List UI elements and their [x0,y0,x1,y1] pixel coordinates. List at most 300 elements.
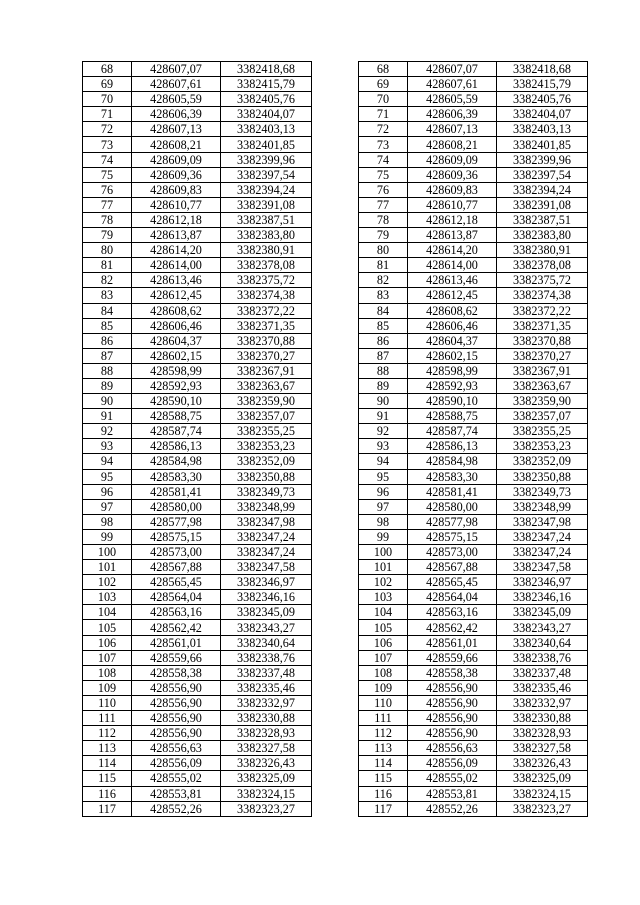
right-point-number-cell: 96 [359,484,408,499]
table-row [83,650,588,665]
left-x-coordinate-cell: 428565,45 [132,575,221,590]
table-row [83,439,588,454]
right-y-coordinate-cell: 3382349,73 [497,484,588,499]
left-point-number-cell: 101 [83,560,132,575]
left-x-coordinate-cell: 428590,10 [132,394,221,409]
table-row [83,167,588,182]
right-point-number-cell: 113 [359,741,408,756]
left-x-coordinate-cell: 428608,62 [132,303,221,318]
table-row [83,92,588,107]
left-x-coordinate-cell: 428609,09 [132,152,221,167]
left-x-coordinate-cell: 428561,01 [132,635,221,650]
column-gap [312,378,359,393]
right-y-coordinate-cell: 3382404,07 [497,107,588,122]
right-y-coordinate-cell: 3382401,85 [497,137,588,152]
right-point-number-cell: 73 [359,137,408,152]
right-point-number-cell: 94 [359,454,408,469]
right-x-coordinate-cell: 428607,13 [408,122,497,137]
column-gap [312,197,359,212]
right-y-coordinate-cell: 3382335,46 [497,680,588,695]
right-point-number-cell: 69 [359,77,408,92]
right-y-coordinate-cell: 3382367,91 [497,363,588,378]
left-point-number-cell: 99 [83,529,132,544]
table-row [83,378,588,393]
left-y-coordinate-cell: 3382324,15 [221,786,312,801]
table-row [83,711,588,726]
left-point-number-cell: 90 [83,394,132,409]
column-gap [312,665,359,680]
left-y-coordinate-cell: 3382346,16 [221,590,312,605]
left-point-number-cell: 106 [83,635,132,650]
left-point-number-cell: 104 [83,605,132,620]
left-point-number-cell: 86 [83,333,132,348]
left-x-coordinate-cell: 428613,87 [132,228,221,243]
table-row [83,394,588,409]
left-point-number-cell: 69 [83,77,132,92]
right-x-coordinate-cell: 428563,16 [408,605,497,620]
right-x-coordinate-cell: 428564,04 [408,590,497,605]
right-point-number-cell: 103 [359,590,408,605]
right-y-coordinate-cell: 3382323,27 [497,801,588,816]
right-x-coordinate-cell: 428606,39 [408,107,497,122]
left-y-coordinate-cell: 3382355,25 [221,424,312,439]
table-row [83,333,588,348]
table-row [83,545,588,560]
right-point-number-cell: 75 [359,167,408,182]
right-y-coordinate-cell: 3382330,88 [497,711,588,726]
left-y-coordinate-cell: 3382323,27 [221,801,312,816]
right-y-coordinate-cell: 3382375,72 [497,273,588,288]
table-row [83,62,588,77]
left-y-coordinate-cell: 3382397,54 [221,167,312,182]
right-y-coordinate-cell: 3382394,24 [497,182,588,197]
column-gap [312,771,359,786]
table-row [83,575,588,590]
left-x-coordinate-cell: 428577,98 [132,514,221,529]
left-y-coordinate-cell: 3382327,58 [221,741,312,756]
right-x-coordinate-cell: 428607,07 [408,62,497,77]
right-x-coordinate-cell: 428598,99 [408,363,497,378]
column-gap [312,77,359,92]
column-gap [312,514,359,529]
column-gap [312,228,359,243]
left-point-number-cell: 114 [83,756,132,771]
table-row [83,741,588,756]
right-y-coordinate-cell: 3382355,25 [497,424,588,439]
left-y-coordinate-cell: 3382367,91 [221,363,312,378]
left-y-coordinate-cell: 3382338,76 [221,650,312,665]
left-point-number-cell: 98 [83,514,132,529]
right-x-coordinate-cell: 428588,75 [408,409,497,424]
column-gap [312,711,359,726]
column-gap [312,635,359,650]
left-point-number-cell: 82 [83,273,132,288]
left-x-coordinate-cell: 428558,38 [132,665,221,680]
right-y-coordinate-cell: 3382387,51 [497,212,588,227]
left-x-coordinate-cell: 428556,90 [132,695,221,710]
right-x-coordinate-cell: 428562,42 [408,620,497,635]
right-point-number-cell: 87 [359,348,408,363]
table-row [83,318,588,333]
right-y-coordinate-cell: 3382357,07 [497,409,588,424]
column-gap [312,394,359,409]
left-point-number-cell: 75 [83,167,132,182]
left-x-coordinate-cell: 428607,61 [132,77,221,92]
right-x-coordinate-cell: 428556,09 [408,756,497,771]
table-row [83,228,588,243]
right-x-coordinate-cell: 428552,26 [408,801,497,816]
left-y-coordinate-cell: 3382378,08 [221,258,312,273]
right-x-coordinate-cell: 428613,46 [408,273,497,288]
table-row [83,635,588,650]
left-point-number-cell: 94 [83,454,132,469]
left-x-coordinate-cell: 428556,90 [132,726,221,741]
right-x-coordinate-cell: 428580,00 [408,499,497,514]
left-point-number-cell: 85 [83,318,132,333]
coordinates-table-body [83,62,588,817]
right-x-coordinate-cell: 428583,30 [408,469,497,484]
table-row [83,212,588,227]
left-x-coordinate-cell: 428583,30 [132,469,221,484]
right-point-number-cell: 74 [359,152,408,167]
right-y-coordinate-cell: 3382374,38 [497,288,588,303]
left-y-coordinate-cell: 3382370,27 [221,348,312,363]
right-point-number-cell: 98 [359,514,408,529]
right-x-coordinate-cell: 428614,20 [408,243,497,258]
left-point-number-cell: 93 [83,439,132,454]
right-x-coordinate-cell: 428608,21 [408,137,497,152]
right-point-number-cell: 68 [359,62,408,77]
right-x-coordinate-cell: 428608,62 [408,303,497,318]
left-point-number-cell: 68 [83,62,132,77]
right-y-coordinate-cell: 3382326,43 [497,756,588,771]
left-y-coordinate-cell: 3382335,46 [221,680,312,695]
right-point-number-cell: 105 [359,620,408,635]
left-x-coordinate-cell: 428556,09 [132,756,221,771]
right-point-number-cell: 102 [359,575,408,590]
left-point-number-cell: 112 [83,726,132,741]
right-x-coordinate-cell: 428602,15 [408,348,497,363]
right-x-coordinate-cell: 428609,83 [408,182,497,197]
left-point-number-cell: 108 [83,665,132,680]
left-y-coordinate-cell: 3382326,43 [221,756,312,771]
column-gap [312,590,359,605]
right-y-coordinate-cell: 3382343,27 [497,620,588,635]
right-y-coordinate-cell: 3382415,79 [497,77,588,92]
column-gap [312,273,359,288]
left-y-coordinate-cell: 3382347,58 [221,560,312,575]
right-y-coordinate-cell: 3382348,99 [497,499,588,514]
table-row [83,514,588,529]
left-point-number-cell: 76 [83,182,132,197]
table-row [83,786,588,801]
right-y-coordinate-cell: 3382327,58 [497,741,588,756]
left-x-coordinate-cell: 428562,42 [132,620,221,635]
column-gap [312,801,359,816]
column-gap [312,620,359,635]
left-y-coordinate-cell: 3382375,72 [221,273,312,288]
table-row [83,258,588,273]
left-x-coordinate-cell: 428587,74 [132,424,221,439]
column-gap [312,741,359,756]
right-point-number-cell: 111 [359,711,408,726]
left-x-coordinate-cell: 428556,90 [132,680,221,695]
right-point-number-cell: 108 [359,665,408,680]
column-gap [312,484,359,499]
table-row [83,409,588,424]
left-point-number-cell: 117 [83,801,132,816]
left-y-coordinate-cell: 3382346,97 [221,575,312,590]
right-point-number-cell: 106 [359,635,408,650]
right-point-number-cell: 114 [359,756,408,771]
left-x-coordinate-cell: 428612,45 [132,288,221,303]
left-y-coordinate-cell: 3382363,67 [221,378,312,393]
table-row [83,695,588,710]
left-point-number-cell: 100 [83,545,132,560]
table-row [83,348,588,363]
table-row [83,454,588,469]
column-gap [312,288,359,303]
right-x-coordinate-cell: 428573,00 [408,545,497,560]
right-x-coordinate-cell: 428606,46 [408,318,497,333]
left-point-number-cell: 89 [83,378,132,393]
left-x-coordinate-cell: 428556,90 [132,711,221,726]
column-gap [312,756,359,771]
right-point-number-cell: 117 [359,801,408,816]
table-row [83,499,588,514]
left-y-coordinate-cell: 3382352,09 [221,454,312,469]
right-point-number-cell: 91 [359,409,408,424]
right-point-number-cell: 86 [359,333,408,348]
left-x-coordinate-cell: 428604,37 [132,333,221,348]
column-gap [312,107,359,122]
right-y-coordinate-cell: 3382405,76 [497,92,588,107]
left-y-coordinate-cell: 3382418,68 [221,62,312,77]
right-point-number-cell: 115 [359,771,408,786]
left-x-coordinate-cell: 428607,07 [132,62,221,77]
left-x-coordinate-cell: 428588,75 [132,409,221,424]
right-x-coordinate-cell: 428575,15 [408,529,497,544]
left-x-coordinate-cell: 428581,41 [132,484,221,499]
right-point-number-cell: 88 [359,363,408,378]
right-y-coordinate-cell: 3382363,67 [497,378,588,393]
left-x-coordinate-cell: 428598,99 [132,363,221,378]
right-y-coordinate-cell: 3382370,88 [497,333,588,348]
column-gap [312,62,359,77]
table-row [83,288,588,303]
right-y-coordinate-cell: 3382352,09 [497,454,588,469]
column-gap [312,695,359,710]
right-x-coordinate-cell: 428586,13 [408,439,497,454]
left-point-number-cell: 79 [83,228,132,243]
right-y-coordinate-cell: 3382418,68 [497,62,588,77]
right-point-number-cell: 99 [359,529,408,544]
left-x-coordinate-cell: 428613,46 [132,273,221,288]
right-x-coordinate-cell: 428613,87 [408,228,497,243]
right-x-coordinate-cell: 428607,61 [408,77,497,92]
right-y-coordinate-cell: 3382347,98 [497,514,588,529]
table-row [83,590,588,605]
right-x-coordinate-cell: 428584,98 [408,454,497,469]
right-x-coordinate-cell: 428556,90 [408,695,497,710]
column-gap [312,137,359,152]
right-y-coordinate-cell: 3382359,90 [497,394,588,409]
right-x-coordinate-cell: 428556,90 [408,726,497,741]
column-gap [312,575,359,590]
left-point-number-cell: 77 [83,197,132,212]
right-y-coordinate-cell: 3382371,35 [497,318,588,333]
left-y-coordinate-cell: 3382325,09 [221,771,312,786]
left-y-coordinate-cell: 3382391,08 [221,197,312,212]
table-row [83,469,588,484]
left-y-coordinate-cell: 3382328,93 [221,726,312,741]
right-y-coordinate-cell: 3382340,64 [497,635,588,650]
right-x-coordinate-cell: 428567,88 [408,560,497,575]
column-gap [312,424,359,439]
right-y-coordinate-cell: 3382403,13 [497,122,588,137]
right-point-number-cell: 85 [359,318,408,333]
column-gap [312,258,359,273]
column-gap [312,333,359,348]
column-gap [312,348,359,363]
right-y-coordinate-cell: 3382350,88 [497,469,588,484]
left-x-coordinate-cell: 428553,81 [132,786,221,801]
left-point-number-cell: 107 [83,650,132,665]
left-y-coordinate-cell: 3382332,97 [221,695,312,710]
left-x-coordinate-cell: 428586,13 [132,439,221,454]
right-x-coordinate-cell: 428577,98 [408,514,497,529]
table-row [83,122,588,137]
left-y-coordinate-cell: 3382405,76 [221,92,312,107]
column-gap [312,529,359,544]
column-gap [312,545,359,560]
left-y-coordinate-cell: 3382343,27 [221,620,312,635]
left-y-coordinate-cell: 3382349,73 [221,484,312,499]
column-gap [312,92,359,107]
left-point-number-cell: 96 [83,484,132,499]
left-x-coordinate-cell: 428584,98 [132,454,221,469]
column-gap [312,182,359,197]
right-y-coordinate-cell: 3382378,08 [497,258,588,273]
left-x-coordinate-cell: 428567,88 [132,560,221,575]
left-point-number-cell: 105 [83,620,132,635]
left-point-number-cell: 113 [83,741,132,756]
right-point-number-cell: 104 [359,605,408,620]
right-point-number-cell: 82 [359,273,408,288]
right-point-number-cell: 92 [359,424,408,439]
left-x-coordinate-cell: 428614,00 [132,258,221,273]
right-y-coordinate-cell: 3382397,54 [497,167,588,182]
right-x-coordinate-cell: 428604,37 [408,333,497,348]
right-point-number-cell: 101 [359,560,408,575]
right-y-coordinate-cell: 3382324,15 [497,786,588,801]
column-gap [312,650,359,665]
right-x-coordinate-cell: 428610,77 [408,197,497,212]
left-y-coordinate-cell: 3382340,64 [221,635,312,650]
left-x-coordinate-cell: 428610,77 [132,197,221,212]
column-gap [312,318,359,333]
left-y-coordinate-cell: 3382374,38 [221,288,312,303]
column-gap [312,560,359,575]
left-x-coordinate-cell: 428559,66 [132,650,221,665]
right-y-coordinate-cell: 3382380,91 [497,243,588,258]
right-point-number-cell: 97 [359,499,408,514]
right-y-coordinate-cell: 3382372,22 [497,303,588,318]
left-y-coordinate-cell: 3382404,07 [221,107,312,122]
table-row [83,243,588,258]
right-x-coordinate-cell: 428612,45 [408,288,497,303]
left-point-number-cell: 95 [83,469,132,484]
table-row [83,137,588,152]
left-x-coordinate-cell: 428609,36 [132,167,221,182]
right-y-coordinate-cell: 3382383,80 [497,228,588,243]
left-x-coordinate-cell: 428607,13 [132,122,221,137]
right-x-coordinate-cell: 428587,74 [408,424,497,439]
column-gap [312,605,359,620]
table-row [83,756,588,771]
left-point-number-cell: 81 [83,258,132,273]
right-x-coordinate-cell: 428559,66 [408,650,497,665]
right-x-coordinate-cell: 428609,09 [408,152,497,167]
left-x-coordinate-cell: 428602,15 [132,348,221,363]
right-y-coordinate-cell: 3382332,97 [497,695,588,710]
left-point-number-cell: 110 [83,695,132,710]
right-y-coordinate-cell: 3382345,09 [497,605,588,620]
left-point-number-cell: 70 [83,92,132,107]
table-row [83,680,588,695]
right-x-coordinate-cell: 428553,81 [408,786,497,801]
column-gap [312,786,359,801]
right-point-number-cell: 79 [359,228,408,243]
right-point-number-cell: 107 [359,650,408,665]
right-point-number-cell: 110 [359,695,408,710]
table-row [83,273,588,288]
left-point-number-cell: 91 [83,409,132,424]
left-x-coordinate-cell: 428556,63 [132,741,221,756]
right-y-coordinate-cell: 3382346,16 [497,590,588,605]
left-x-coordinate-cell: 428609,83 [132,182,221,197]
left-point-number-cell: 71 [83,107,132,122]
left-point-number-cell: 73 [83,137,132,152]
left-point-number-cell: 109 [83,680,132,695]
right-y-coordinate-cell: 3382347,24 [497,529,588,544]
right-y-coordinate-cell: 3382347,58 [497,560,588,575]
table-row [83,665,588,680]
left-x-coordinate-cell: 428575,15 [132,529,221,544]
left-y-coordinate-cell: 3382403,13 [221,122,312,137]
column-gap [312,152,359,167]
left-x-coordinate-cell: 428606,39 [132,107,221,122]
left-x-coordinate-cell: 428573,00 [132,545,221,560]
left-point-number-cell: 111 [83,711,132,726]
right-x-coordinate-cell: 428614,00 [408,258,497,273]
right-y-coordinate-cell: 3382391,08 [497,197,588,212]
left-x-coordinate-cell: 428614,20 [132,243,221,258]
right-y-coordinate-cell: 3382325,09 [497,771,588,786]
left-y-coordinate-cell: 3382350,88 [221,469,312,484]
left-y-coordinate-cell: 3382370,88 [221,333,312,348]
left-y-coordinate-cell: 3382383,80 [221,228,312,243]
right-y-coordinate-cell: 3382370,27 [497,348,588,363]
left-x-coordinate-cell: 428608,21 [132,137,221,152]
left-y-coordinate-cell: 3382348,99 [221,499,312,514]
right-y-coordinate-cell: 3382328,93 [497,726,588,741]
table-row [83,726,588,741]
table-row [83,529,588,544]
right-x-coordinate-cell: 428609,36 [408,167,497,182]
right-point-number-cell: 112 [359,726,408,741]
left-y-coordinate-cell: 3382330,88 [221,711,312,726]
